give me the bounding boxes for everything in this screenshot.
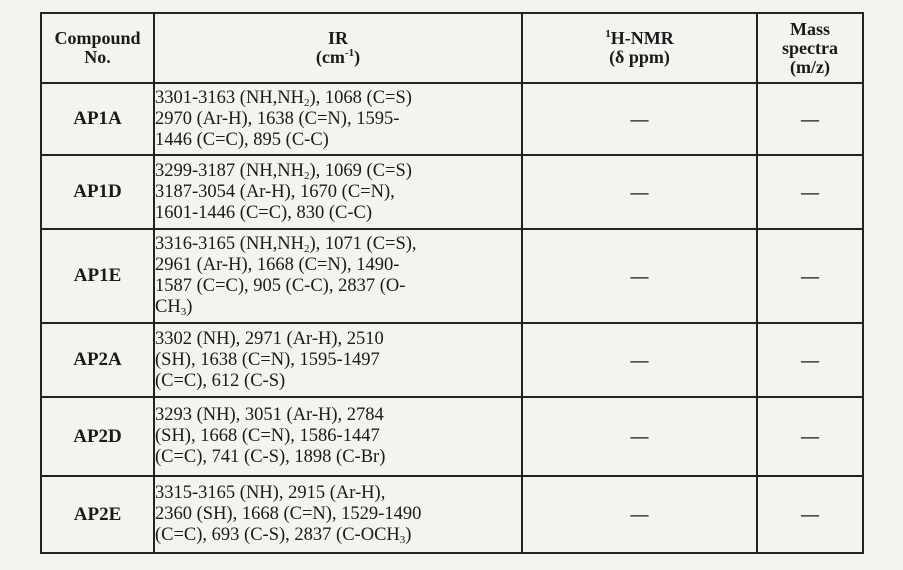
ir-text: 1601-1446 (C=C), 830 (C-C) [155,202,373,223]
ir-text: CH [155,297,181,317]
header-ir-title: IR [327,28,348,48]
ir-text: 2970 (Ar-H), 1638 (C=N), 1595- [155,108,400,129]
nmr-cell [522,397,757,476]
spectral-data-table [40,12,864,554]
ir-text: (C=C), 693 (C-S), 2837 (C-OCH [155,525,400,545]
ir-text: (C=C), 612 (C-S) [155,370,286,391]
ir-line [155,483,521,504]
header-mass-line: spectra [782,37,838,58]
compound-code: AP1E [73,265,122,286]
compound-code: AP1D [73,181,122,202]
header-compound-line: Compound [54,28,141,48]
ir-line [155,203,521,224]
table-row [41,397,863,476]
ir-subscript: 2 [304,243,310,255]
ir-text: ) [405,525,412,545]
ir-cell [154,476,522,553]
header-compound [41,13,154,83]
compound-cell [41,83,154,155]
nmr-dash: — [630,504,649,524]
nmr-dash: — [630,108,649,129]
ir-text: ) [186,297,193,317]
table-row [41,323,863,397]
ir-line [155,525,521,546]
header-mass-line: (m/z) [790,56,830,77]
ir-text: ), 1068 (C=S) [309,87,412,108]
ir-text: 3315-3165 (NH), 2915 (Ar-H), [155,483,386,503]
header-nmr-sup: 1 [605,28,611,40]
ir-line [155,161,521,182]
header-nmr-title [523,29,756,48]
mass-cell [757,323,863,397]
ir-line [155,371,521,392]
ir-cell [154,83,522,155]
nmr-dash: — [630,349,649,370]
ir-subscript: 2 [304,96,310,109]
ir-line [155,234,521,255]
compound-code: AP2D [73,425,122,447]
nmr-cell [522,83,757,155]
mass-dash: — [801,181,819,202]
ir-text: 2961 (Ar-H), 1668 (C=N), 1490- [155,255,400,275]
ir-line [155,88,521,109]
ir-line [155,276,521,297]
header-ir-unit-base: (cm [315,47,345,67]
ir-text: 1446 (C=C), 895 (C-C) [155,129,329,150]
header-mass-line: Mass [790,18,830,39]
ir-line [155,297,521,318]
ir-line [155,426,521,447]
ir-cell [154,323,522,397]
header-mass [757,13,863,83]
header-ir [154,13,522,83]
compound-cell [41,397,154,476]
mass-dash: — [801,504,819,524]
header-ir-unit-close: ) [354,47,361,67]
table-row [41,229,863,323]
mass-cell [757,155,863,229]
ir-text: ), 1071 (C=S), [309,234,417,254]
header-nmr [522,13,757,83]
nmr-dash: — [630,426,649,446]
nmr-cell [522,323,757,397]
ir-text: 3316-3165 (NH,NH [155,234,305,254]
table-row [41,476,863,553]
ir-cell [154,229,522,323]
header-row [41,13,863,83]
ir-text: ), 1069 (C=S) [309,160,412,181]
mass-cell [757,476,863,553]
compound-cell [41,155,154,229]
mass-cell [757,83,863,155]
mass-dash: — [801,426,819,446]
ir-text: 2360 (SH), 1668 (C=N), 1529-1490 [155,504,422,524]
ir-text: (SH), 1668 (C=N), 1586-1447 [155,426,380,446]
ir-line [155,130,521,151]
ir-line [155,255,521,276]
header-ir-unit-sup: -1 [344,47,355,59]
header-ir-unit [155,48,521,67]
ir-line [155,329,521,350]
compound-cell [41,476,154,553]
ir-cell [154,397,522,476]
ir-line [155,405,521,426]
ir-text: 3187-3054 (Ar-H), 1670 (C=N), [155,181,395,202]
header-nmr-text: H-NMR [610,28,674,48]
header-compound-line: No. [84,47,111,67]
ir-text: (SH), 1638 (C=N), 1595-1497 [155,349,380,370]
ir-line [155,350,521,371]
ir-subscript: 3 [180,306,187,318]
compound-code: AP2E [73,503,122,525]
compound-code: AP1A [73,108,122,129]
mass-dash: — [801,349,819,370]
ir-text: 3299-3187 (NH,NH [155,160,305,181]
compound-cell [41,229,154,323]
ir-text: 3302 (NH), 2971 (Ar-H), 2510 [155,328,384,349]
ir-line [155,182,521,203]
ir-subscript: 2 [304,169,310,182]
nmr-dash: — [630,265,649,286]
mass-dash: — [801,265,819,286]
table-row [41,155,863,229]
table-row [41,83,863,155]
ir-text: (C=C), 741 (C-S), 1898 (C-Br) [155,447,386,467]
nmr-cell [522,476,757,553]
ir-subscript: 3 [399,534,406,546]
mass-cell [757,229,863,323]
mass-cell [757,397,863,476]
ir-cell [154,155,522,229]
ir-text: 1587 (C=C), 905 (C-C), 2837 (O- [155,276,406,296]
ir-line [155,447,521,468]
ir-text: 3301-3163 (NH,NH [155,87,305,108]
compound-cell [41,323,154,397]
ir-line [155,109,521,130]
nmr-cell [522,155,757,229]
nmr-cell [522,229,757,323]
header-nmr-unit: (δ ppm) [609,47,670,67]
ir-line [155,504,521,525]
ir-text: 3293 (NH), 3051 (Ar-H), 2784 [155,405,384,425]
compound-code: AP2A [73,349,122,370]
nmr-dash: — [630,181,649,202]
mass-dash: — [801,108,819,129]
